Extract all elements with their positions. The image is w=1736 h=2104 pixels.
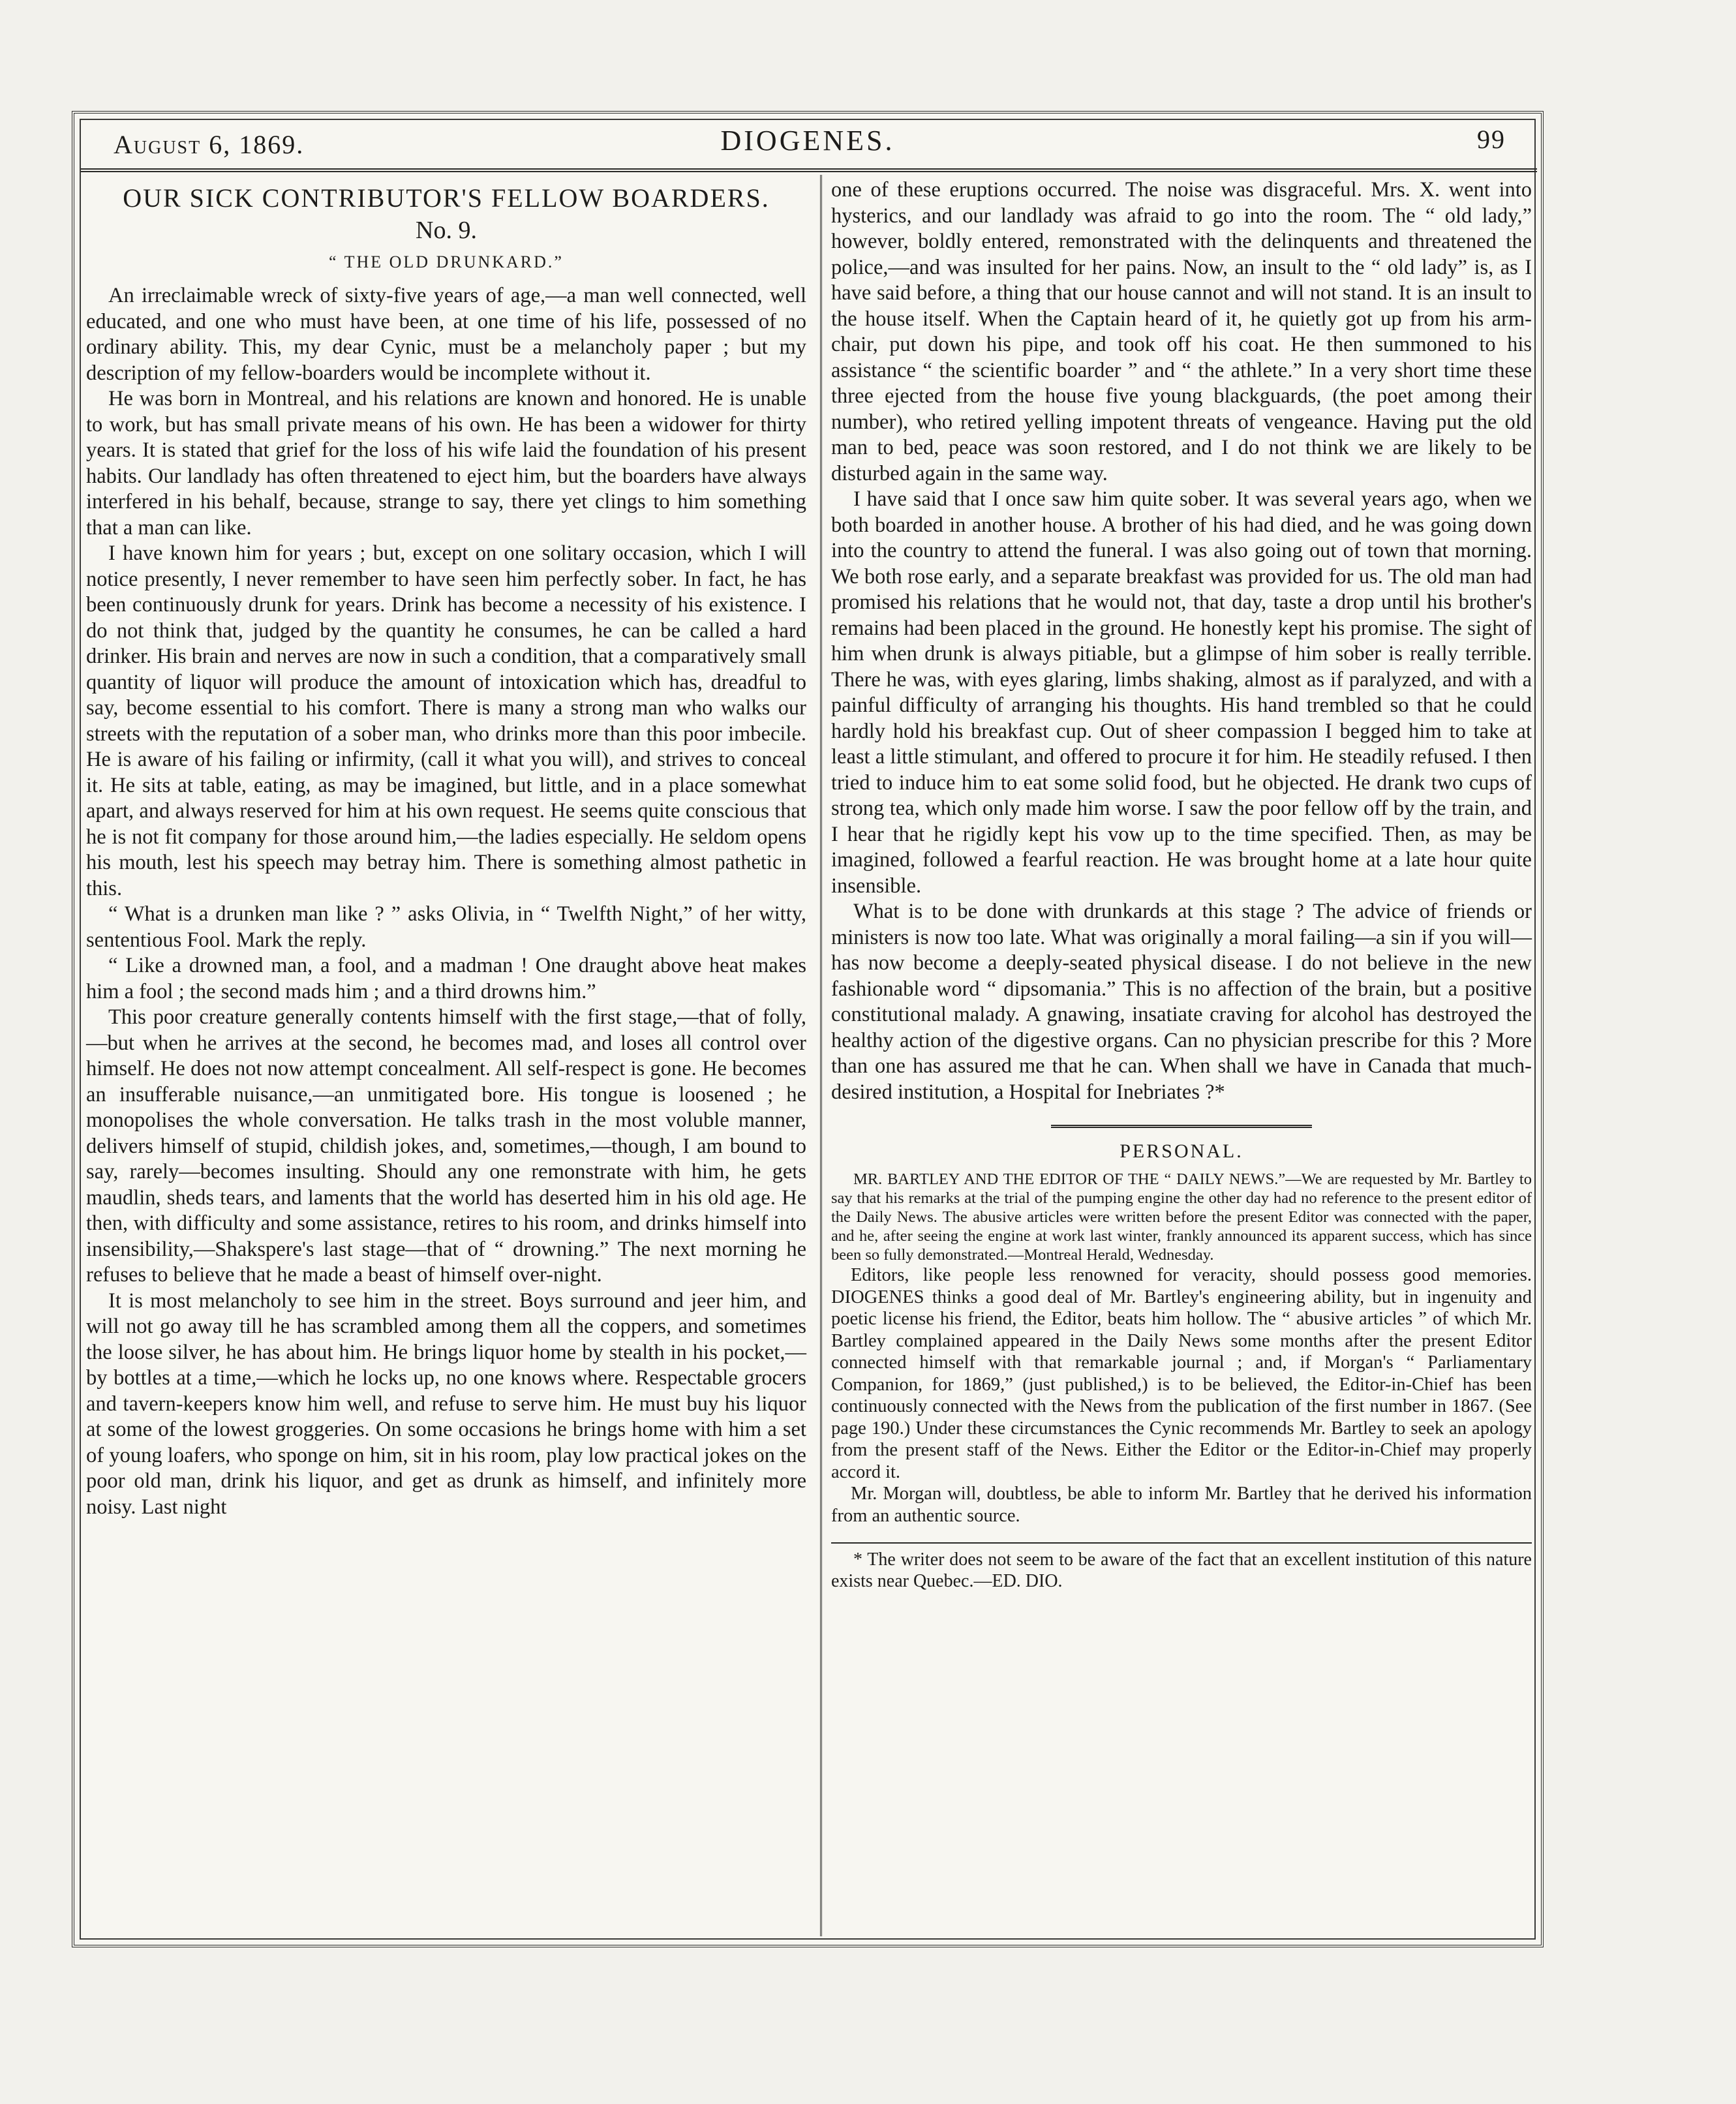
left-column: [86, 177, 806, 1520]
page-number: 99: [1477, 125, 1506, 154]
article-paragraph: I have known him for years ; but, except on one solitary occasion, which I will notice presently, I never remember to have seen him perfectly sober. In fact, he has been continuously drunk for years. Drink has become a necessity of his existence. I do not think that, judged by the quantity he consumes, he can be called a hard drinker. His brain and nerves are now in such a condition, that a comparatively small quantity of liquor will produce the amount of intoxication which has, dreadful to say, become essential to his comfort. There is many a strong man who walks our streets with the reputation of a sober man, who drinks more than this poor imbecile. He is aware of his failing or infirmity, (call it what you will), and strives to conceal it. He sits at table, eating, as may be imagined, but little, and in a place somewhat apart, and always reserved for him at his own request. He seems quite conscious that he is not fit company for those around him,—the ladies especially. He seldom opens his mouth, lest his speech may betray him. There is something almost pathetic in this.: [86, 541, 806, 900]
personal-body: [831, 1264, 1532, 1527]
section-rule: [1051, 1125, 1312, 1128]
article-paragraph: It is most melancholy to see him in the street. Boys surround and jeer him, and will not go away till he has scrambled among them all the coppers, and sometimes the loose silver, he has about him. He brings liquor home by stealth in his pocket,—by bottles at a time,—which he locks up, no one knows where. Respectable grocers and tavern-keepers know him well, and refuse to serve him. He must buy his liquor at some of the lowest groggeries. On some occasions he brings home with him a set of young loafers, who sponge on him, sit in his room, play low practical jokes on the poor old man, drink his liquor, and get as drunk as himself, and infinitely more noisy. Last night: [86, 1288, 806, 1519]
column-divider: [820, 175, 822, 1936]
article-subtitle: “ THE OLD DRUNKARD.”: [329, 252, 564, 271]
article-number: No. 9.: [416, 217, 477, 244]
article-paragraph: I have said that I once saw him quite sober. It was several years ago, when we both boarded in another house. A brother of his had died, and he was going down into the country to attend the funeral. I was also going out of town that morning. We both rose early, and a separate breakfast was provided for us. The old man had promised his relations that he would not, that day, taste a drop until his brother's remains had been placed in the ground. He honestly kept his promise. The sight of him when drunk is always pitiable, but a glimpse of him sober is really terrible. There he was, with eyes glaring, limbs shaking, almost as if paralyzed, and with a painful difficulty of arranging his thoughts. His hand trembled so that he could hardly hold his breakfast cup. Out of sheer compassion I begged him to take at least a little stimulant, and offered to procure it for him. He steadily refused. I then tried to induce him to eat some solid food, but he objected. He drank two cups of strong tea, which only made him worse. I saw the poor fellow off by the train, and I hear that he rigidly kept his vow up to the time specified. Then, as may be imagined, followed a fearful reaction. He was brought home at a late hour quite insensible.: [831, 487, 1532, 898]
personal-paragraph: Editors, like people less renowned for veracity, should possess good memories. DIOGENES thinks a good deal of Mr. Bartley's engineering ability, but in ingenuity and poetic license his friend, the Editor, beats him hollow. The “ abusive articles ” of which Mr. Bartley complained appeared in the Daily News some months after the present Editor connected himself with that remarkable journal ; and, if Morgan's “ Parliamentary Companion, for 1869,” (just published,) is to be believed, the Editor-in-Chief has been continuously connected with the News from the publication of the first number in 1867. (See page 190.) Under these circumstances the Cynic recommends Mr. Bartley to seek an apology from the present staff of the News. Either the Editor or the Editor-in-Chief may properly accord it.: [831, 1265, 1532, 1482]
article-paragraph: “ What is a drunken man like ? ” asks Olivia, in “ Twelfth Night,” of her witty, sententious Fool. Mark the reply.: [86, 902, 806, 952]
footnote: * The writer does not seem to be aware of the fact that an excellent institution of this nature exists near Quebec.—ED. DIO.: [831, 1549, 1532, 1591]
article-paragraph: He was born in Montreal, and his relations are known and honored. He is unable to work, but has small private means of his own. He has been a widower for thirty years. It is stated that grief for the loss of his wife laid the foundation of his present habits. Our landlady has often threatened to eject him, but the boarders have always interfered in his behalf, because, strange to say, there yet clings to him something that a man can like.: [86, 387, 806, 540]
quoted-clipping: MR. BARTLEY AND THE EDITOR OF THE “ DAILY NEWS.”—We are requested by Mr. Bartley to say that his remarks at the trial of the pumping engine the other day had no reference to the present editor of the Daily News. The abusive articles were written before the present Editor was connected with the paper, and he, after seeing the engine at work last winter, frankly announced its apparent success, which has since been so fully demonstrated.—Montreal Herald, Wednesday.: [831, 1170, 1532, 1264]
article-paragraph: one of these eruptions occurred. The noise was disgraceful. Mrs. X. went into hysterics, and our landlady was afraid to go into the room. The “ old lady,” however, boldly entered, remonstrated with the delinquents and threatened the police,—and was insulted for her pains. Now, an insult to the “ old lady” is, as I have said before, a thing that our house cannot and will not stand. It is an insult to the house itself. When the Captain heard of it, he quietly got up from his arm-chair, put down his pipe, and took off his coat. He then summoned to his assistance “ the scientific boarder ” and “ the athlete.” In a very short time these three ejected from the house five young blackguards, (the poet among their number), who retired yelling impotent threats of vengeance. Having put the old man to bed, peace was soon restored, and I do not think we are likely to be disturbed again in the same way.: [831, 178, 1532, 485]
right-column: [831, 177, 1532, 1592]
personal-paragraph: Mr. Morgan will, doubtless, be able to inform Mr. Bartley that he derived his information from an authentic source.: [831, 1484, 1532, 1526]
article-paragraph: An irreclaimable wreck of sixty-five years of age,—a man well connected, well educated, and one who must have been, at one time of his life, possessed of no ordinary ability. This, my dear Cynic, must be a melancholy paper ; but my description of my fellow-boarders would be incomplete without it.: [86, 284, 806, 385]
personal-title: PERSONAL.: [1119, 1140, 1243, 1162]
article-paragraph: This poor creature generally contents himself with the first stage,—that of folly,—but when he arrives at the second, he becomes mad, and loses all control over himself. He does not now attempt concealment. All self-respect is gone. He becomes an insufferable nuisance,—an unmitigated bore. His tongue is loosened ; he monopolises the whole conversation. He talks trash in the most voluble manner, delivers himself of stupid, childish jokes, and, sometimes,—though, I am bound to say, rarely—becomes insulting. Should any one remonstrate with him, he gets maudlin, sheds tears, and laments that the world has deserted him in his old age. He then, with difficulty and some assistance, retires to his room, and drinks himself into insensibility,—Shakspere's last stage—that of “ drowning.” The next morning he refuses to believe that he made a beast of himself over-night.: [86, 1005, 806, 1287]
running-head: [77, 116, 1538, 168]
article-paragraph: “ Like a drowned man, a fool, and a madman ! One draught above heat makes him a fool ; the second mads him ; and a third drowns him.”: [86, 954, 806, 1003]
footnote-rule: [831, 1542, 1532, 1544]
article-paragraph: What is to be done with drunkards at this stage ? The advice of friends or ministers is now too late. What was originally a moral failing—a sin if you will—has now become a deeply-seated physical disease. I do not believe in the new fashionable word “ dipsomania.” This is no affection of the brain, but a positive constitutional malady. A gnawing, insatiate craving for alcohol has destroyed the healthy action of the digestive organs. Can no physician prescribe for this ? More than one has assured me that he can. When shall we have in Canada that much-desired institution, a Hospital for Inebriates ?*: [831, 900, 1532, 1104]
masthead: DIOGENES.: [720, 125, 895, 157]
issue-date: August 6, 1869.: [114, 130, 305, 159]
article-title: OUR SICK CONTRIBUTOR'S FELLOW BOARDERS.: [123, 183, 770, 213]
header-rule: [81, 168, 1537, 172]
